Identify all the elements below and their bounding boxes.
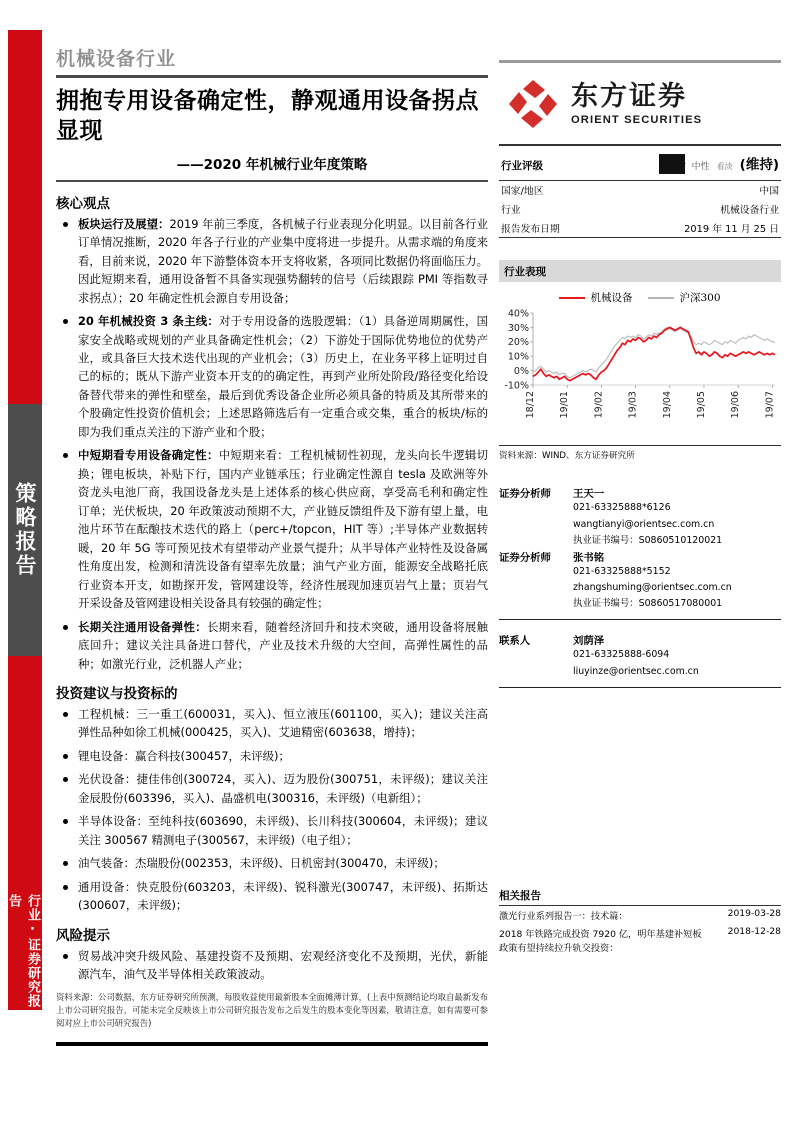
- list-item: 油气装备：杰瑞股份(002353，未评级)、日机密封(300470，未评级)；: [56, 854, 488, 872]
- legend-label: 沪深300: [679, 292, 721, 305]
- table-row: [499, 181, 781, 200]
- rating-option-positive: 看好: [659, 154, 685, 174]
- risk-heading: 风险提示: [56, 927, 110, 944]
- bullet-lead: 20 年机械投资 3 条主线：: [78, 314, 220, 329]
- analyst-phone: 021-63325888*6126: [573, 502, 671, 514]
- svg-text:20%: 20%: [507, 337, 529, 349]
- analyst-row: [499, 485, 781, 500]
- legend-item-1: [648, 290, 720, 305]
- legend-swatch-icon: [559, 297, 585, 299]
- performance-band-header: [499, 260, 781, 282]
- list-item: 半导体设备：至纯科技(603690，未评级)、长川科技(300604，未评级)；建议关注 300567 精测电子(300567，未评级)（电子组）；: [56, 812, 488, 849]
- list-item: 工程机械：三一重工(600031，买入)、恒立液压(601100，买入)；建议关注高弹性品种如徐工机械(000425，买入)、艾迪精密(603638，增持)；: [56, 705, 488, 742]
- analyst-license: 执业证书编号：S0860517080001: [573, 598, 723, 610]
- investment-advice-list: [56, 705, 488, 915]
- chart-source-note: 资料来源：WIND、东方证券研究所: [499, 445, 781, 461]
- list-item: [56, 215, 488, 307]
- analyst-row: [499, 549, 781, 564]
- meta-key: 报告发布日期: [501, 223, 560, 235]
- related-report-date: 2018-12-28: [727, 926, 781, 938]
- table-row: [499, 219, 781, 238]
- industry-rating-values: [659, 153, 779, 174]
- list-item: 贸易战冲突升级风险、基建投资不及预期、宏观经济变化不及预期，光伏，新能源汽车，油气及半导体相关政策波动。: [56, 947, 488, 984]
- rating-option-negative: 看淡: [716, 162, 733, 171]
- brand-name-en: ORIENT SECURITIES: [571, 113, 703, 126]
- main-content-column: [56, 44, 488, 1046]
- table-row[interactable]: [499, 905, 781, 924]
- svg-text:19/03: 19/03: [627, 391, 639, 419]
- sidebar-report-type-label: 策略报告: [13, 482, 37, 578]
- related-report-date: 2019-03-28: [727, 907, 781, 919]
- svg-text:-10%: -10%: [504, 380, 529, 392]
- source-footnote: 资料来源：公司数据，东方证券研究所预测，每股收益使用最新股本全面摊薄计算，(上表中预测结论均取自最新发布上市公司研究报告，可能未完全反映该上市公司研究报告发布之后发生的股本变化等因素，敬请注意，如有需要可参阅对应上市公司研究报告): [56, 991, 488, 1028]
- related-report-title[interactable]: 激光行业系列报告一：技术篇：: [499, 910, 628, 922]
- orient-securities-logo-icon: [505, 76, 561, 132]
- contact-email[interactable]: liuyinze@orientsec.com.cn: [573, 665, 699, 677]
- contact-role: 联系人: [499, 635, 531, 648]
- divider-under-contact: [499, 687, 781, 688]
- industry-rating-label: 行业评级: [501, 160, 543, 172]
- related-reports-block: [499, 888, 781, 957]
- meta-value: 2019 年 11 月 25 日: [684, 223, 779, 235]
- related-report-title[interactable]: 2018 年铁路完成投资 7920 亿，明年基建补短板政策有望持续拉升轨交投资：: [499, 929, 702, 955]
- contact-row: [499, 632, 781, 647]
- brand-name-cn: 东方证券: [571, 80, 687, 112]
- analyst-name: 张书铭: [573, 551, 605, 564]
- contact-name: 刘荫泽: [573, 635, 605, 648]
- legend-item-0: [559, 290, 632, 305]
- meta-value: 中国: [759, 186, 779, 198]
- report-subtitle: ——2020 年机械行业年度策略: [176, 156, 368, 173]
- analyst-email[interactable]: zhangshuming@orientsec.com.cn: [573, 582, 732, 594]
- svg-text:40%: 40%: [507, 308, 529, 320]
- brand-text-block: [571, 80, 703, 126]
- list-item: 锂电设备：赢合科技(300457，未评级)；: [56, 747, 488, 765]
- bullet-lead: 长期关注通用设备弹性：: [78, 619, 207, 634]
- page-title: 拥抱专用设备确定性，静观通用设备拐点显现: [56, 88, 479, 145]
- footer-divider: [56, 1042, 488, 1046]
- divider-under-analysts: [499, 619, 781, 620]
- bullet-lead: 中短期看专用设备确定性：: [78, 448, 219, 463]
- analyst-phone: 021-63325888*5152: [573, 565, 671, 577]
- bullet-text: 长期来看，随着经济回升和技术突破，通用设备将展触底回升；建议关注具备进口替代，产业及技术升级的大空间，高弹性属性的品种；如激光行业，泛机器人产业；: [78, 619, 488, 671]
- legend-label: 机械设备: [590, 292, 633, 305]
- meta-value: 机械设备行业: [720, 205, 779, 217]
- industry-rating-row: [499, 146, 781, 180]
- divider-under-meta: [499, 237, 781, 238]
- analyst-role: 证券分析师: [499, 488, 551, 501]
- core-view-list: [56, 215, 488, 673]
- svg-text:19/06: 19/06: [730, 391, 742, 419]
- contact-phone: 021-63325888-6094: [573, 649, 670, 661]
- list-item: [56, 446, 488, 612]
- rating-option-neutral: 中性: [691, 162, 710, 172]
- sidebar-info-column: [499, 60, 781, 956]
- chart-legend: [499, 290, 781, 305]
- table-row[interactable]: [499, 924, 781, 956]
- svg-text:19/07: 19/07: [764, 391, 776, 419]
- meta-key: 国家/地区: [501, 186, 544, 198]
- list-item: [56, 618, 488, 673]
- core-view-heading: 核心观点: [56, 195, 110, 212]
- list-item: 通用设备：快克股份(603203，未评级)、锐科激光(300747，未评级)、拓斯达(300607，未评级)；: [56, 878, 488, 915]
- analyst-name: 王天一: [573, 488, 605, 501]
- analyst-license: 执业证书编号：S0860510120021: [573, 534, 723, 546]
- svg-text:19/01: 19/01: [559, 391, 571, 419]
- analyst-email[interactable]: wangtianyi@orientsec.com.cn: [573, 518, 715, 530]
- brand-logo-block: [499, 63, 781, 144]
- performance-band-title: 行业表现: [504, 266, 546, 279]
- investment-advice-heading: 投资建议与投资标的: [56, 685, 178, 702]
- bullet-text: 对于专用设备的选股逻辑：（1）具备逆周期属性，国家安全战略或规划的产业具备确定性机会；（2）下游处于国际优势地位的优势产业，或具备巨大技术迭代出现的产业机会；（3）历史上，在业务平移上证明过自己的标的；既从下游产业资本开支的的确定性，再到产业所处阶段/路径变化给设备替代带来的弹性和壁垒，最后到优秀设备企业所必须具备的特质及其所带来的个股确定性投资价值机会；上述思路筛选后有一定重合或交集，重合的板块/标的即为我们重点关注的下游产业和个股；: [78, 314, 488, 439]
- related-reports-heading: 相关报告: [499, 889, 541, 902]
- svg-text:0%: 0%: [513, 366, 529, 378]
- sidebar-footer-label: 行业·证券研究报告: [6, 894, 40, 1008]
- list-item: 光伏设备：捷佳伟创(300724，买入)、迈为股份(300751，未评级)；建议关注金辰股份(603396，买入)、晶盛机电(300316，未评级)（电新组）；: [56, 770, 488, 807]
- risk-list: [56, 947, 488, 984]
- rating-maintain-tag: (维持): [739, 157, 779, 173]
- legend-swatch-icon: [648, 297, 674, 299]
- analyst-role: 证券分析师: [499, 551, 551, 564]
- list-item: [56, 312, 488, 441]
- svg-text:19/04: 19/04: [661, 391, 673, 419]
- analyst-block: [499, 485, 781, 687]
- svg-text:10%: 10%: [507, 351, 529, 363]
- bullet-text: 2019 年前三季度，各机械子行业表现分化明显。以目前各行业订单情况推断，2020 年各子行业的产业集中度将进一步提升。从需求端的角度来看，目前来说，2020 年下游整体资本开支将收紧，各项同比数据仍将面临压力。因此短期来看，通用设备暂不具备实现强势翻转的信号（后续跟踪 PMI 等指数寻求拐点）；20 年确定性机会源自专用设备；: [78, 216, 488, 305]
- svg-text:30%: 30%: [507, 323, 529, 335]
- related-reports-table: [499, 905, 781, 957]
- svg-text:19/02: 19/02: [593, 391, 605, 419]
- industry-kicker: 机械设备行业: [56, 48, 177, 70]
- report-meta-table: [499, 180, 781, 237]
- bullet-text: 中短期来看：工程机械韧性初现，龙头向长牛逻辑切换；锂电板块，补贴下行，国内产业链承压；行业确定性源自 tesla 及欧洲等外资龙头电池厂商，我国设备龙头是上述体系的核心供应商，享受高毛利和确定性订单；光伏板块，20 年政策波动预期不大，产业链反馈组件及下游有望上量，电池片环节在酝酿技术迭代的路上（perc+/topcon，HIT 等）;半导体产业数据转暖，20 年 5G 等可预见技术有望带动产业景气提升；从半导体产业特性及设备属性角度出发，检测和清洗设备有望率先放量；油气产业方面，能源安全战略托底行业资本开支，如勘探开发，管网建设等，经济性展现加速页岩气上量；页岩气开采设备及管网建设相关设备具有较强的确定性；: [78, 448, 488, 611]
- bullet-lead: 板块运行及展望：: [78, 216, 170, 231]
- meta-key: 行业: [501, 205, 521, 217]
- divider-under-kicker: [56, 75, 488, 78]
- svg-text:19/05: 19/05: [695, 391, 707, 419]
- divider-under-subtitle: [56, 180, 488, 182]
- industry-performance-chart: [499, 307, 781, 435]
- svg-text:18/12: 18/12: [525, 391, 536, 419]
- table-row: [499, 200, 781, 219]
